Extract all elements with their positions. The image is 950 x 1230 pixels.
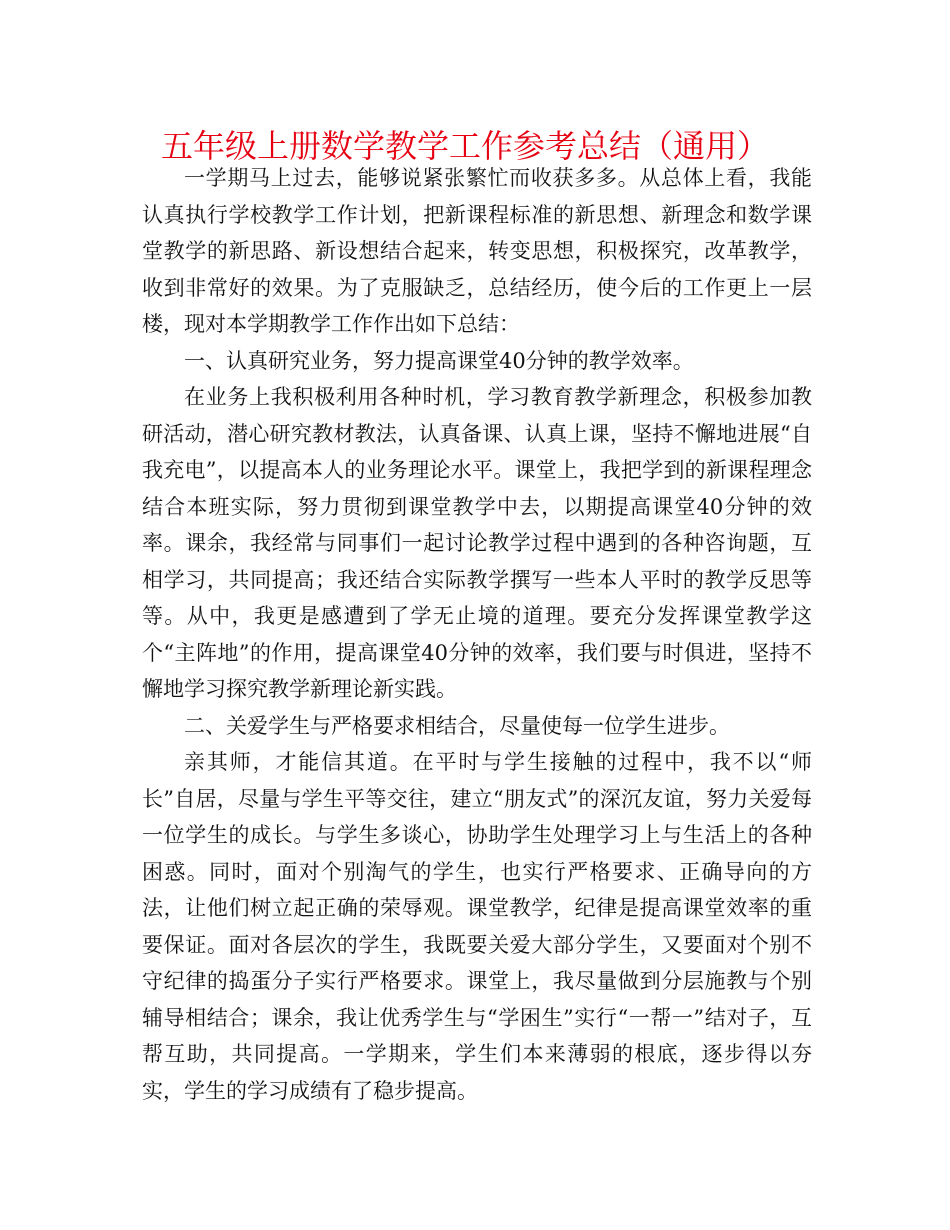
section-heading-2: 二、关爱学生与严格要求相结合，尽量使每一位学生进步。 xyxy=(184,713,730,738)
intro-paragraph: 一学期马上过去，能够说紧张繁忙而收获多多。从总体上看，我能认真执行学校教学工作计划，把新课程标准的新思想、新理念和数学课堂教学的新思路、新设想结合起来，转变思想，积极探究，改革教学，收到非常好的效果。为了克服缺乏，总结经历，使今后的工作更上一层楼，现对本学期教学工作作出如下总结： xyxy=(142,166,812,336)
section-paragraph-2: 亲其师，才能信其道。在平时与学生接触的过程中，我不以“师长”自居，尽量与学生平等交往，建立“朋友式”的深沉友谊，努力关爱每一位学生的成长。与学生多谈心，协助学生处理学习上与生活上的各种困惑。同时，面对个别淘气的学生，也实行严格要求、正确导向的方法，让他们树立起正确的荣辱观。课堂教学，纪律是提高课堂效率的重要保证。面对各层次的学生，我既要关爱大部分学生，又要面对个别不守纪律的捣蛋分子实行严格要求。课堂上，我尽量做到分层施教与个别辅导相结合；课余，我让优秀学生与“学困生”实行“一帮一”结对子，互帮互助，共同提高。一学期来，学生们本来薄弱的根底，逐步得以夯实，学生的学习成绩有了稳步提高。 xyxy=(142,750,812,1103)
section-paragraph-1: 在业务上我积极利用各种时机，学习教育教学新理念，积极参加教研活动，潜心研究教材教法，认真备课、认真上课，坚持不懈地进展“自我充电”，以提高本人的业务理论水平。课堂上，我把学到的新课程理念结合本班实际，努力贯彻到课堂教学中去，以期提高课堂40分钟的效率。课余，我经常与同事们一起讨论教学过程中遇到的各种咨询题，互相学习，共同提高；我还结合实际教学撰写一些本人平时的教学反思等等。从中，我更是感遭到了学无止境的道理。要充分发挥课堂教学这个“主阵地”的作用，提高课堂40分钟的效率，我们要与时俱进，坚持不懈地学习探究教学新理论新实践。 xyxy=(142,385,812,701)
document-title: 五年级上册数学教学工作参考总结（通用） xyxy=(160,127,769,165)
document-body xyxy=(142,160,812,1109)
section-heading-1: 一、认真研究业务，努力提高课堂40分钟的教学效率。 xyxy=(184,348,694,373)
